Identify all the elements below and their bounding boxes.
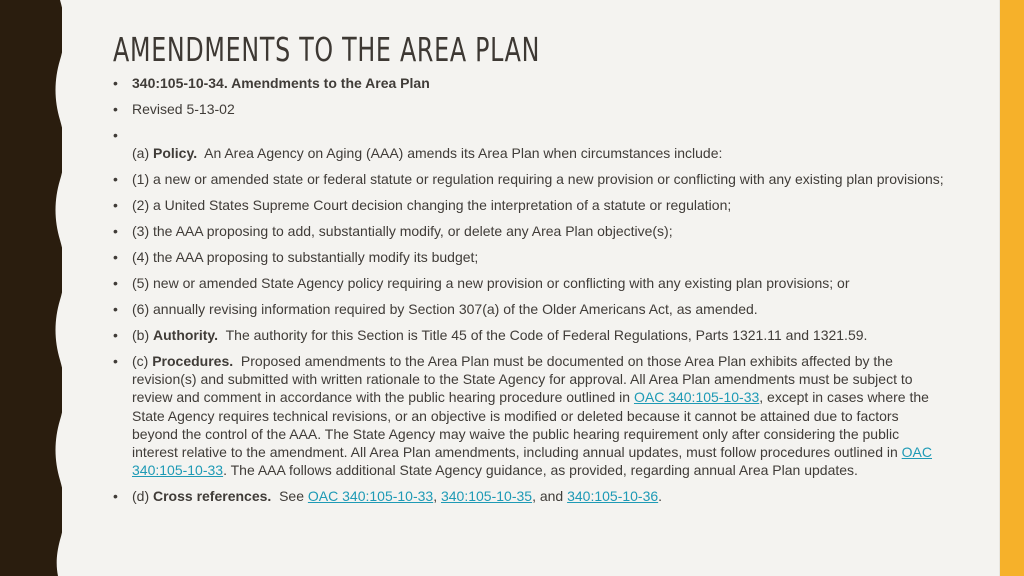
bullet-item-2 — [113, 196, 945, 215]
procedures-label: Procedures. — [152, 353, 234, 369]
item-6-text: (6) annually revising information required by Section 307(a) of the Older Americans Act, as amended. — [132, 301, 758, 317]
bullet-item-5 — [113, 274, 945, 293]
bullet-revised — [113, 100, 945, 119]
rule-heading: 340:105-10-34. Amendments to the Area Plan — [132, 75, 430, 91]
cross-separator-1: , — [433, 487, 441, 504]
procedures-link-2[interactable]: OAC 340:105-10-33 — [132, 444, 933, 479]
cross-link-1[interactable]: OAC 340:105-10-33 — [307, 487, 434, 504]
revised-text: Revised 5-13-02 — [132, 101, 235, 117]
procedures-link-1[interactable]: OAC 340:105-10-33 — [633, 389, 760, 406]
procedures-text-3: . The AAA follows additional State Agency guidance, as provided, regarding annual Area Plan updates. — [223, 462, 858, 479]
authority-label: Authority. — [153, 327, 219, 343]
slide-title: AMENDMENTS TO THE AREA PLAN — [113, 30, 541, 69]
cross-link-3[interactable]: 340:105-10-36 — [567, 487, 659, 504]
procedures-text-1: Proposed amendments to the Area Plan must be documented on those Area Plan exhibits affected by the revision(s) and submitted with written rationale to the State Agency for approval. All Area Plan amendments must be subject to review and comment in accordance with the public hearing procedure outlined in — [132, 353, 917, 406]
authority-text: The authority for this Section is Title 45 of the Code of Federal Regulations, Parts 1321.11 and 1321.59. — [218, 327, 868, 343]
bullet-authority — [113, 326, 945, 345]
item-3-text: (3) the AAA proposing to add, substantially modify, or delete any Area Plan objective(s); — [132, 223, 673, 239]
policy-label: Policy. — [153, 145, 198, 161]
wavy-band-shape — [0, 0, 62, 576]
procedures-prefix: (c) — [132, 353, 153, 369]
bullet-policy — [113, 126, 945, 163]
policy-prefix: (a) — [132, 145, 153, 161]
cross-separator-2: , and — [532, 487, 568, 504]
cross-end: . — [658, 487, 663, 504]
empty-line — [132, 126, 945, 144]
bullet-cross-references — [113, 487, 945, 506]
cross-prefix: (d) — [132, 487, 153, 504]
bullet-item-1 — [113, 170, 945, 189]
accent-right-band — [1000, 0, 1024, 576]
bullet-rule-heading — [113, 74, 945, 93]
item-4-text: (4) the AAA proposing to substantially modify its budget; — [132, 249, 479, 265]
cross-text: See — [271, 487, 308, 504]
item-2-text: (2) a United States Supreme Court decision changing the interpretation of a statute or regulation; — [132, 197, 732, 213]
authority-prefix: (b) — [132, 327, 153, 343]
procedures-text-2: , except in cases where the State Agency requires technical revisions, or an objective is modified or deleted because it cannot be attained due to factors beyond the control of the AAA. The State Agency may waive the public hearing requirement only after considering the public interest relative to the amendment. All Area Plan amendments, including annual updates, must follow procedures outlined in — [132, 389, 929, 461]
item-5-text: (5) new or amended State Agency policy requiring a new provision or conflicting with any existing plan provisions; or — [132, 275, 850, 291]
cross-link-2[interactable]: 340:105-10-35 — [440, 487, 533, 504]
bullet-item-4 — [113, 248, 945, 267]
bullet-item-3 — [113, 222, 945, 241]
cross-label: Cross references. — [153, 487, 272, 504]
bullet-item-6 — [113, 300, 945, 319]
bullet-procedures — [113, 352, 945, 479]
item-1-text: (1) a new or amended state or federal statute or regulation requiring a new provision or conflicting with any existing plan provisions; — [132, 171, 944, 187]
bullet-list — [113, 74, 945, 513]
decorative-left-band — [0, 0, 62, 576]
policy-text: An Area Agency on Aging (AAA) amends its Area Plan when circumstances include: — [197, 145, 723, 161]
